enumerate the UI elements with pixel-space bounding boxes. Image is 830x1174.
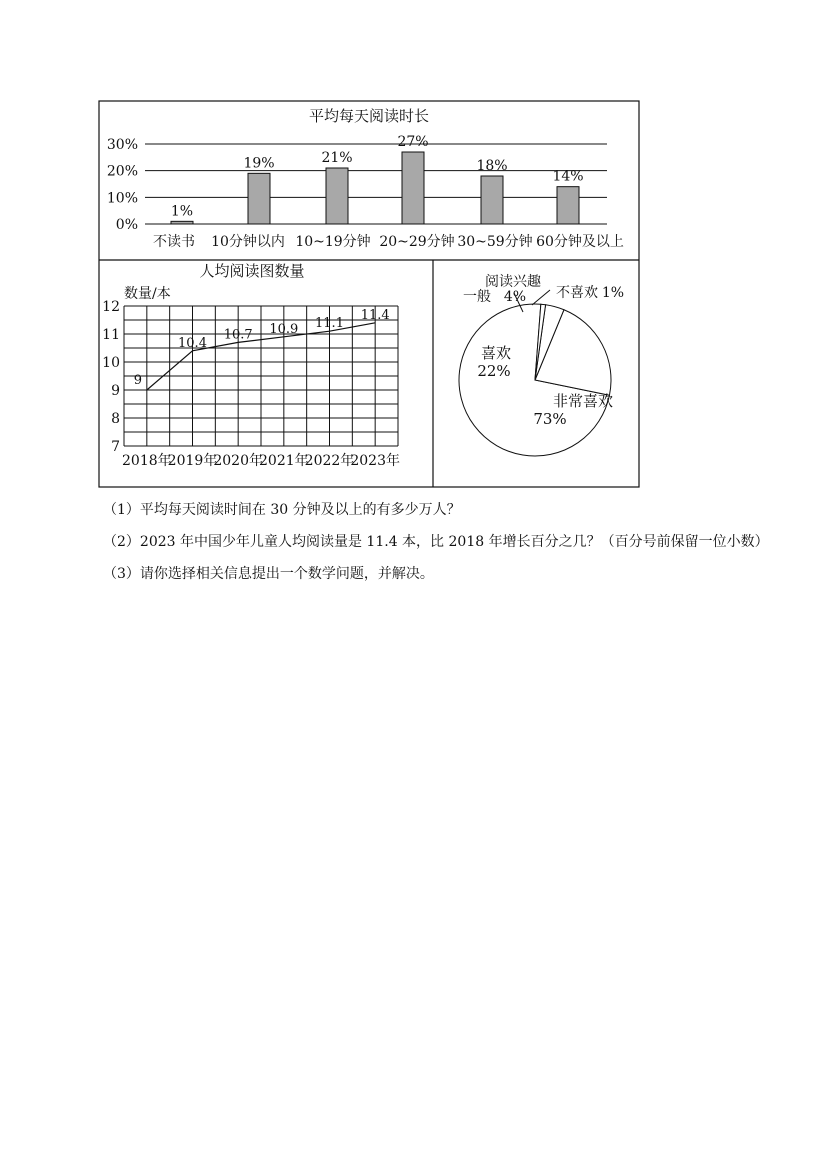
line-x-tick-label-2: 2020年: [213, 453, 263, 469]
bar-value-label-1: 19%: [243, 155, 275, 172]
line-chart-x-tick-labels: [122, 452, 400, 469]
line-chart-grid: [124, 306, 398, 446]
line-x-tick-label-3: 2021年: [259, 453, 309, 469]
reading-time-bar-chart: [107, 107, 624, 250]
bar-category-label-4: 30~59分钟: [457, 234, 533, 250]
bar-value-label-0: 1%: [170, 203, 194, 220]
pie-label-name-dislike: 不喜欢: [556, 285, 598, 301]
bar-chart-gridlines: [145, 144, 607, 224]
line-x-tick-label-1: 2019年: [167, 453, 218, 469]
bar-category-label-5: 60分钟及以上: [536, 234, 624, 250]
pie-label-name-like: 喜欢: [480, 344, 512, 362]
bar-chart-value-labels: [171, 134, 584, 219]
line-chart-y-tick-labels: [102, 299, 120, 455]
pie-slices: [459, 304, 614, 456]
question-3: （3）请你选择相关信息提出一个数学问题，并解决。: [103, 566, 434, 582]
line-value-label-0: 9: [133, 373, 142, 388]
pie-label-value-dislike: 1%: [601, 285, 625, 301]
bar-y-tick-label-3: 30%: [106, 137, 138, 153]
line-x-tick-label-5: 2023年: [350, 453, 400, 469]
line-value-label-1: 10.4: [178, 335, 207, 351]
question-2: （2）2023 年中国少年儿童人均阅读量是 11.4 本，比 2018 年增长百分之几？（百分号前保留一位小数）: [103, 534, 769, 550]
line-y-tick-label-4: 11: [102, 327, 120, 343]
bar-y-tick-label-0: 0%: [115, 217, 138, 233]
line-y-tick-label-1: 8: [111, 411, 120, 427]
question-1: （1）平均每天阅读时间在 30 分钟及以上的有多少万人？: [103, 502, 461, 518]
line-x-tick-label-4: 2022年: [304, 453, 355, 469]
pie-label-value-like: 22%: [477, 362, 511, 380]
bar-category-label-2: 10~19分钟: [295, 234, 371, 250]
bar-value-label-3: 27%: [397, 134, 429, 150]
line-y-tick-label-5: 12: [102, 299, 120, 315]
bar-2: [326, 168, 348, 224]
books-per-capita-line-chart: [102, 262, 400, 469]
bar-chart-category-labels: [153, 233, 624, 250]
bar-3: [402, 152, 424, 224]
line-value-label-2: 10.7: [223, 327, 253, 343]
pie-label-name-general: 一般: [463, 289, 491, 305]
pie-leader-line-dislike: [532, 290, 550, 305]
bar-4: [481, 176, 503, 224]
bar-value-label-5: 14%: [552, 168, 584, 185]
bar-category-label-0: 不读书: [153, 234, 195, 250]
bar-0: [171, 221, 193, 224]
line-chart-y-axis-label: 数量/本: [124, 286, 171, 302]
line-y-tick-label-3: 10: [102, 355, 120, 371]
bar-5: [557, 187, 579, 224]
bar-y-tick-label-1: 10%: [106, 190, 138, 207]
bar-chart-y-tick-labels: [107, 137, 138, 233]
line-value-label-4: 11.1: [315, 316, 344, 332]
line-y-tick-label-0: 7: [111, 439, 120, 455]
bar-1: [248, 173, 270, 224]
reading-interest-pie-chart: [459, 273, 624, 456]
line-value-label-5: 11.4: [360, 307, 390, 323]
pie-label-value-very-much: 73%: [533, 410, 567, 428]
bar-value-label-2: 21%: [321, 150, 353, 166]
bar-y-tick-label-2: 20%: [106, 163, 138, 180]
pie-label-name-very-much: 非常喜欢: [552, 392, 614, 410]
line-y-tick-label-2: 9: [111, 383, 120, 399]
bar-chart-bars: [171, 152, 579, 224]
line-value-label-3: 10.9: [269, 321, 299, 337]
line-x-tick-label-0: 2018年: [122, 453, 172, 469]
line-chart-title: 人均阅读图数量: [199, 262, 305, 280]
bar-value-label-4: 18%: [476, 158, 508, 174]
pie-label-value-general: 4%: [503, 289, 527, 305]
bar-category-label-3: 20~29分钟: [379, 234, 455, 250]
pie-chart-title: 阅读兴趣: [485, 274, 541, 290]
bar-chart-title: 平均每天阅读时长: [308, 107, 430, 125]
bar-category-label-1: 10分钟以内: [211, 234, 285, 250]
